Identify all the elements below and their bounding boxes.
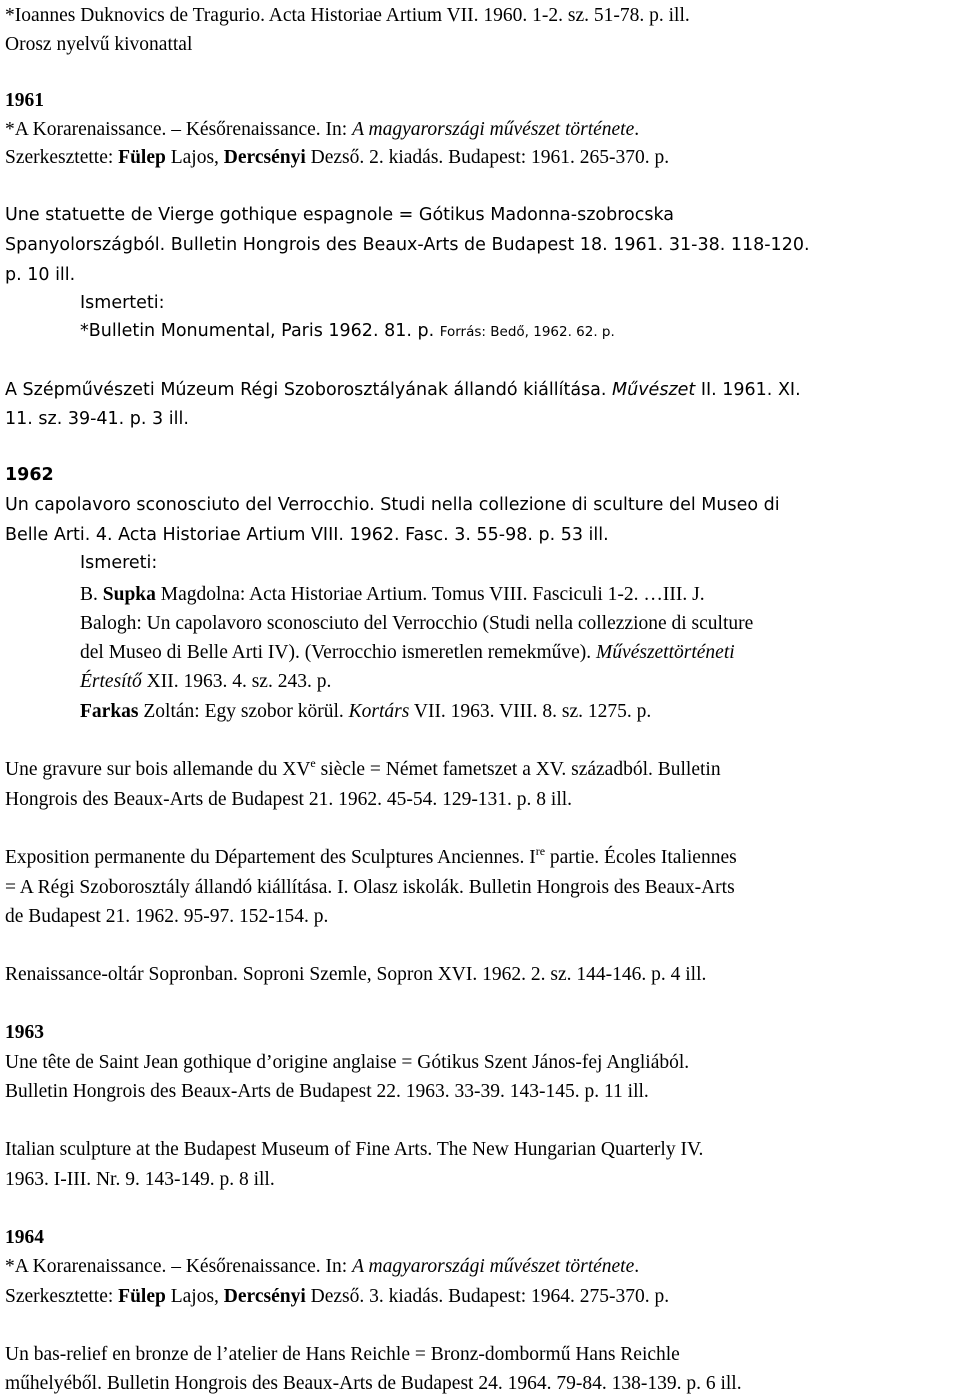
- entry-1961-szepmuveszeti: [5, 382, 801, 400]
- review-label: Ismereti:: [80, 553, 158, 573]
- text: *A Korarenaissance. – Későrenaissance. In:: [5, 1256, 353, 1277]
- entry-1961-statuette-cont: Spanyolországból. Bulletin Hongrois des Beaux-Arts de Budapest 18. 1961. 31-38. 118-120.: [5, 235, 810, 255]
- superscript: e: [310, 756, 316, 770]
- entry-1964-korarenaissance: [5, 1257, 639, 1277]
- text: partie. Écoles Italiennes: [545, 847, 737, 868]
- text: B.: [80, 584, 103, 605]
- text: Lajos,: [165, 1286, 224, 1307]
- text: Lajos,: [165, 147, 224, 168]
- source-note: Forrás: Bedő, 1962. 62. p.: [439, 324, 615, 340]
- review-entry-farkas: [80, 702, 651, 722]
- text: Exposition permanente du Département des Sculptures Anciennes. I: [5, 847, 536, 868]
- entry-1962-exposition-cont: de Budapest 21. 1962. 95-97. 152-154. p.: [5, 906, 329, 927]
- text: Dezső. 2. kiadás. Budapest: 1961. 265-370. p.: [305, 147, 670, 168]
- year-label: 1961: [5, 90, 44, 111]
- entry-1962-verrocchio-cont: Belle Arti. 4. Acta Historiae Artium VIII. 1962. Fasc. 3. 55-98. p. 53 ill.: [5, 525, 609, 545]
- review-entry-balogh-cont: [80, 672, 331, 692]
- entry-1960-ioannes: *Ioannes Duknovics de Tragurio. Acta Historiae Artium VII. 1960. 1-2. sz. 51-78. p. ill.: [5, 5, 690, 26]
- text: Magdolna: Acta Historiae Artium. Tomus VIII. Fasciculi 1-2. …III. J.: [155, 584, 705, 605]
- superscript: re: [535, 844, 546, 858]
- year-label: 1962: [5, 465, 54, 485]
- entry-1962-renaissance-oltar: Renaissance-oltár Sopronban. Soproni Szemle, Sopron XVI. 1962. 2. sz. 144-146. p. 4 ill.: [5, 964, 707, 985]
- entry-1963-italian: Italian sculpture at the Budapest Museum of Fine Arts. The New Hungarian Quarterly IV.: [5, 1139, 704, 1160]
- review-entry: [80, 323, 615, 341]
- review-entry-balogh-cont: [80, 643, 735, 663]
- entry-1961-statuette-cont: p. 10 ill.: [5, 265, 76, 285]
- entry-1962-gravure: [5, 756, 721, 780]
- entry-1962-exposition-cont: = A Régi Szoborosztály állandó kiállítása. I. Olasz iskolák. Bulletin Hongrois des Beaux-Arts: [5, 877, 735, 898]
- text: del Museo di Belle Arti IV). (Verrocchio ismeretlen remekműve).: [80, 642, 597, 663]
- entry-1961-statuette: Une statuette de Vierge gothique espagnole = Gótikus Madonna-szobrocska: [5, 205, 675, 225]
- review-entry-supka: [80, 585, 705, 605]
- text: II. 1961. XI.: [695, 380, 801, 400]
- author-name: Farkas: [80, 701, 139, 722]
- journal-title: Értesítő: [80, 671, 142, 692]
- text: Szerkesztette:: [5, 1286, 119, 1307]
- journal-title: Művészettörténeti: [596, 642, 735, 663]
- text: XII. 1963. 4. sz. 243. p.: [141, 671, 332, 692]
- entry-1964-korarenaissance-cont: [5, 1287, 669, 1307]
- year-heading-1962: [5, 467, 54, 485]
- year-heading-1961: [5, 91, 44, 111]
- author-name: Dercsényi: [223, 1286, 306, 1307]
- journal-title: Művészet: [612, 380, 696, 400]
- author-name: Dercsényi: [223, 147, 306, 168]
- text: A Szépművészeti Múzeum Régi Szoborosztályának állandó kiállítása.: [5, 380, 613, 400]
- text: .: [634, 119, 640, 140]
- book-title: A magyarországi művészet története: [352, 119, 635, 140]
- text: *Bulletin Monumental, Paris 1962. 81. p.: [80, 321, 440, 341]
- entry-1961-korarenaissance: [5, 120, 639, 140]
- review-label: Ismerteti:: [80, 293, 165, 313]
- text: Dezső. 3. kiadás. Budapest: 1964. 275-370. p.: [305, 1286, 670, 1307]
- text: .: [634, 1256, 640, 1277]
- entry-1960-ioannes-cont: Orosz nyelvű kivonattal: [5, 34, 193, 55]
- year-label: 1963: [5, 1022, 44, 1043]
- year-heading-1963: [5, 1023, 44, 1043]
- year-label: 1964: [5, 1227, 44, 1248]
- entry-1962-verrocchio: Un capolavoro sconosciuto del Verrocchio. Studi nella collezione di sculture del Museo di: [5, 495, 780, 515]
- author-name: Fülep: [118, 1286, 166, 1307]
- entry-1964-bas-relief: Un bas-relief en bronze de l’atelier de Hans Reichle = Bronz-dombormű Hans Reichle: [5, 1344, 680, 1365]
- entry-1963-tete-cont: Bulletin Hongrois des Beaux-Arts de Budapest 22. 1963. 33-39. 143-145. p. 11 ill.: [5, 1081, 649, 1102]
- entry-1961-korarenaissance-cont: [5, 148, 669, 168]
- year-heading-1964: [5, 1228, 44, 1248]
- entry-1962-exposition: [5, 844, 737, 868]
- text: Szerkesztette:: [5, 147, 119, 168]
- journal-title: Kortárs: [348, 701, 410, 722]
- text: Zoltán: Egy szobor körül.: [138, 701, 349, 722]
- entry-1962-gravure-cont: Hongrois des Beaux-Arts de Budapest 21. 1962. 45-54. 129-131. p. 8 ill.: [5, 789, 573, 810]
- entry-1964-bas-relief-cont: műhelyéből. Bulletin Hongrois des Beaux-Arts de Budapest 24. 1964. 79-84. 138-139. p. 6 ill.: [5, 1373, 742, 1394]
- entry-1963-tete: Une tête de Saint Jean gothique d’origine anglaise = Gótikus Szent János-fej Angliából.: [5, 1052, 690, 1073]
- review-entry-balogh: Balogh: Un capolavoro sconosciuto del Verrocchio (Studi nella collezzione di sculture: [80, 613, 754, 634]
- entry-1961-szepmuveszeti-cont: 11. sz. 39-41. p. 3 ill.: [5, 409, 189, 429]
- book-title: A magyarországi művészet története: [352, 1256, 635, 1277]
- author-name: Fülep: [118, 147, 166, 168]
- text: siècle = Német fametszet a XV. századból. Bulletin: [315, 759, 721, 780]
- text: Une gravure sur bois allemande du XV: [5, 759, 311, 780]
- text: *A Korarenaissance. – Későrenaissance. In:: [5, 119, 353, 140]
- text: VII. 1963. VIII. 8. sz. 1275. p.: [409, 701, 652, 722]
- author-name: Supka: [102, 584, 156, 605]
- entry-1963-italian-cont: 1963. I-III. Nr. 9. 143-149. p. 8 ill.: [5, 1169, 275, 1190]
